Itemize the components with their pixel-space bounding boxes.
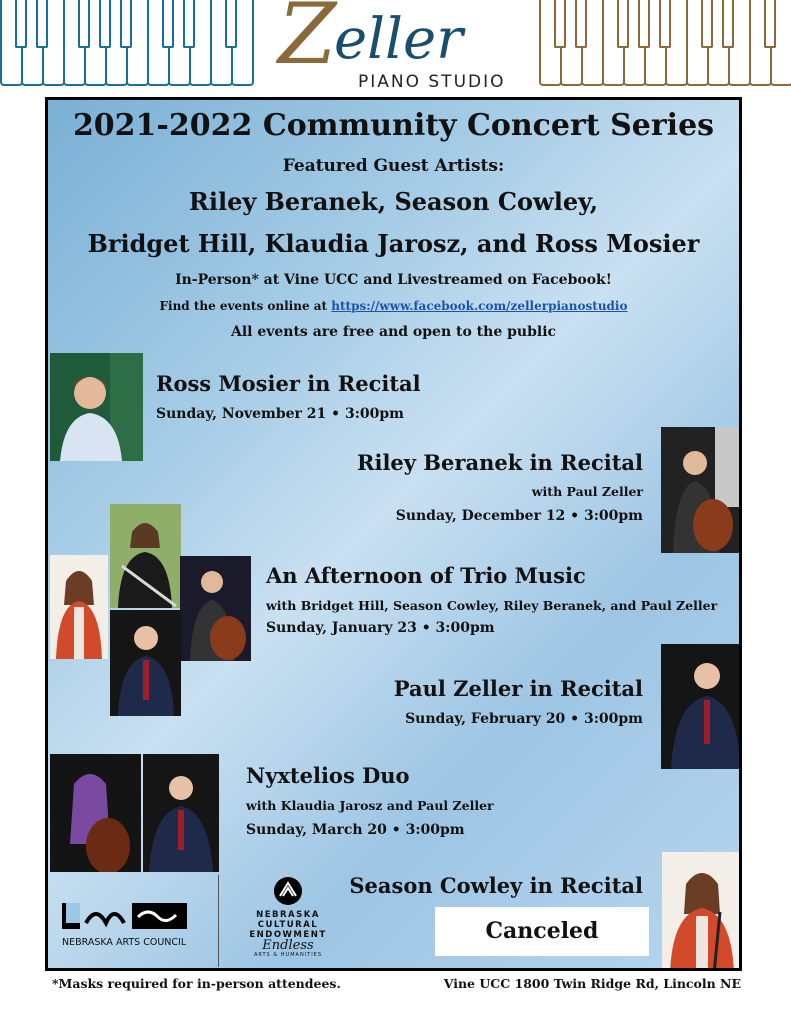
event-riley-beranek bbox=[357, 450, 643, 524]
free-line: All events are free and open to the public bbox=[230, 324, 557, 340]
event-with: with Paul Zeller bbox=[531, 484, 643, 499]
event-ross-mosier bbox=[156, 371, 421, 422]
piano-black-key bbox=[120, 0, 132, 48]
event-paul-zeller bbox=[394, 676, 643, 727]
event-with: with Klaudia Jarosz and Paul Zeller bbox=[246, 798, 494, 813]
piano-black-key bbox=[575, 0, 587, 48]
event-date: Sunday, December 12 • 3:00pm bbox=[395, 508, 643, 524]
piano-black-key bbox=[162, 0, 174, 48]
piano-black-key bbox=[99, 0, 111, 48]
event-trio bbox=[266, 563, 717, 636]
series-title: 2021-2022 Community Concert Series bbox=[72, 108, 715, 143]
find-line bbox=[48, 299, 739, 313]
photo-season-cowley bbox=[662, 852, 742, 971]
photo-paul-zeller-duo bbox=[143, 754, 219, 872]
piano-black-key bbox=[617, 0, 629, 48]
event-title: Ross Mosier in Recital bbox=[156, 371, 421, 396]
piano-black-key bbox=[36, 0, 48, 48]
photo-ross-mosier bbox=[50, 353, 143, 461]
facebook-link[interactable]: https://www.facebook.com/zellerpianostudio bbox=[331, 299, 628, 313]
photo-bridget-hill bbox=[50, 555, 108, 659]
piano-keys-left bbox=[0, 0, 252, 90]
photo-paul-zeller bbox=[661, 644, 742, 769]
event-title: Paul Zeller in Recital bbox=[393, 676, 643, 701]
event-nyxtelios-duo bbox=[246, 763, 494, 838]
piano-black-key bbox=[225, 0, 237, 48]
event-date: Sunday, November 21 • 3:00pm bbox=[156, 406, 404, 422]
event-title: Nyxtelios Duo bbox=[246, 763, 410, 788]
find-prefix: Find the events online at bbox=[159, 299, 332, 313]
logo-subtitle: PIANO STUDIO bbox=[358, 72, 506, 92]
nebraska-cultural-endowment-logo bbox=[233, 876, 343, 958]
ncec-line-3: ENDOWMENT bbox=[249, 930, 327, 940]
venue-line: In-Person* at Vine UCC and Livestreamed on Facebook! bbox=[175, 272, 612, 288]
logo-letter: Z bbox=[278, 0, 337, 83]
photo-season-cowley-flute bbox=[110, 504, 181, 608]
photo-klaudia-jarosz bbox=[50, 754, 141, 872]
event-title: An Afternoon of Trio Music bbox=[266, 563, 586, 588]
ncec-endless: Endless bbox=[262, 938, 314, 953]
piano-keys-right bbox=[539, 0, 791, 90]
piano-black-key bbox=[183, 0, 195, 48]
photo-paul-zeller-trio bbox=[110, 610, 181, 716]
piano-black-key bbox=[701, 0, 713, 48]
ncec-line-2: CULTURAL bbox=[257, 920, 319, 930]
piano-black-key bbox=[638, 0, 650, 48]
piano-black-key bbox=[764, 0, 776, 48]
piano-black-key bbox=[15, 0, 27, 48]
logo-word: eller bbox=[334, 7, 463, 72]
venue-address: Vine UCC 1800 Twin Ridge Rd, Lincoln NE bbox=[443, 976, 741, 991]
piano-black-key bbox=[722, 0, 734, 48]
canceled-badge: Canceled bbox=[435, 907, 649, 956]
event-title: Riley Beranek in Recital bbox=[357, 450, 643, 475]
event-title: Season Cowley in Recital bbox=[349, 873, 643, 898]
masks-note: *Masks required for in-person attendees. bbox=[52, 976, 341, 991]
artists-line-2: Bridget Hill, Klaudia Jarosz, and Ross Mosier bbox=[87, 229, 700, 258]
zeller-logo bbox=[270, 0, 530, 96]
ncec-line-1: NEBRASKA bbox=[256, 910, 320, 920]
ncec-mark-icon bbox=[273, 876, 303, 906]
piano-black-key bbox=[554, 0, 566, 48]
nebraska-arts-council-logo bbox=[62, 903, 222, 948]
event-date: Sunday, January 23 • 3:00pm bbox=[266, 620, 495, 636]
nac-logo-mark-icon bbox=[62, 903, 187, 929]
nac-label: NEBRASKA ARTS COUNCIL bbox=[62, 937, 187, 948]
photo-riley-beranek-trio bbox=[180, 556, 251, 661]
photo-riley-beranek bbox=[661, 427, 742, 553]
sponsor-divider bbox=[218, 875, 219, 967]
ncec-tag: ARTS & HUMANITIES bbox=[253, 952, 323, 958]
piano-black-key bbox=[78, 0, 90, 48]
event-date: Sunday, February 20 • 3:00pm bbox=[405, 711, 643, 727]
artists-line-1: Riley Beranek, Season Cowley, bbox=[188, 187, 599, 216]
piano-black-key bbox=[659, 0, 671, 48]
concert-panel bbox=[45, 97, 742, 971]
event-season-cowley bbox=[349, 873, 643, 898]
event-with: with Bridget Hill, Season Cowley, Riley Beranek, and Paul Zeller bbox=[266, 598, 718, 613]
featured-label: Featured Guest Artists: bbox=[282, 156, 505, 176]
event-date: Sunday, March 20 • 3:00pm bbox=[246, 822, 465, 838]
